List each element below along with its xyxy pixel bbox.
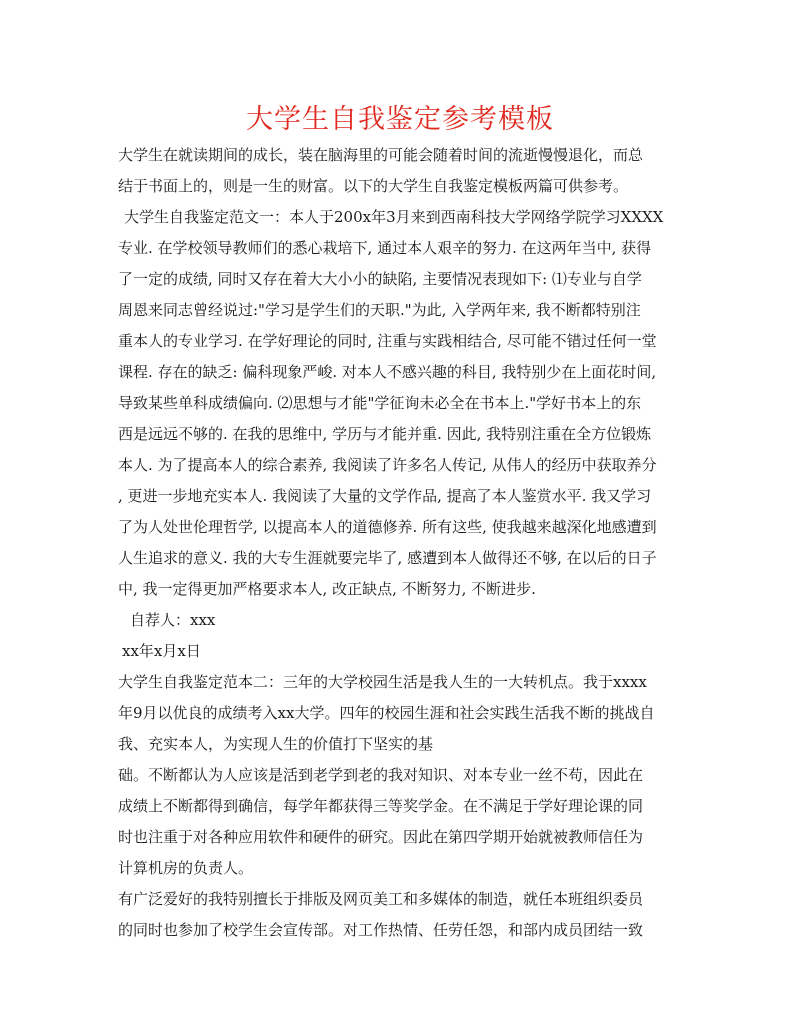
text-line: , 更进一步地充实本人. 我阅读了大量的文学作品, 提高了本人鉴赏水平. 我又学习 [118, 487, 652, 505]
text-line: 大学生自我鉴定范本二：三年的大学校园生活是我人生的一大转机点。我于xxxx [118, 673, 647, 691]
text-line: 大学生自我鉴定范文一：本人于200x年3月来到西南科技大学网络学院学习XXXX [124, 208, 664, 226]
text-line: 了为人处世伦理哲学, 以提高本人的道德修养. 所有这些, 使我越来越深化地感遭到 [118, 518, 657, 536]
signer-text: 自荐人：xxx [130, 611, 216, 629]
document-body [118, 140, 683, 946]
sample-two-paragraph [118, 667, 683, 884]
text-line: 础。不断都认为人应该是活到老学到老的我对知识、对本专业一丝不苟，因此在 [118, 766, 644, 784]
text-line: 本人. 为了提高本人的综合素养, 我阅读了许多名人传记, 从伟人的经历中获取养分 [118, 456, 657, 474]
text-line: 专业. 在学校领导教师们的悉心栽培下, 通过本人艰辛的努力. 在这两年当中, 获得 [118, 239, 652, 257]
signer-line [118, 605, 683, 636]
text-line: 中, 我一定得更加严格要求本人, 改正缺点, 不断努力, 不断进步. [118, 580, 536, 598]
text-line: 时也注重于对各种应用软件和硬件的研究。因此在第四学期开始就被教师信任为 [118, 828, 644, 846]
text-line: 周恩来同志曾经说过:"学习是学生们的天职."为此, 入学两年来, 我不断都特别注 [118, 301, 641, 319]
text-line: 西是远远不够的. 在我的思维中, 学历与才能并重. 因此, 我特别注重在全方位锻炼 [118, 425, 652, 443]
text-line: 我、充实本人，为实现人生的价值打下坚实的基 [118, 735, 434, 753]
intro-paragraph [118, 140, 683, 202]
date-line [118, 636, 683, 667]
text-line: 成绩上不断都得到确信，每学年都获得三等奖学金。在不满足于学好理论课的同 [118, 797, 644, 815]
sample-one-paragraph [118, 202, 683, 233]
sample-one-body [118, 233, 683, 605]
text-line: 课程. 存在的缺乏: 偏科现象严峻. 对本人不感兴趣的科目, 我特别少在上面花时间, [118, 363, 657, 381]
text-line: 导致某些单科成绩偏向. ⑵思想与才能"学征询未必全在书本上."学好书本上的东 [118, 394, 642, 412]
text-line: 计算机房的负责人。 [118, 859, 254, 877]
text-line: 结于书面上的，则是一生的财富。以下的大学生自我鉴定模板两篇可供参考。 [118, 177, 629, 195]
text-line: 的同时也参加了校学生会宣传部。对工作热情、任劳任怨，和部内成员团结一致 [118, 921, 644, 939]
date-text: xx年x月x日 [122, 642, 201, 660]
text-line: 大学生在就读期间的成长，装在脑海里的可能会随着时间的流逝慢慢退化，而总 [118, 146, 644, 164]
text-line: 人生追求的意义. 我的大专生涯就要完毕了, 感遭到本人做得还不够, 在以后的日子 [118, 549, 657, 567]
text-line: 年9月以优良的成绩考入xx大学。四年的校园生涯和社会实践生活我不断的挑战自 [118, 704, 655, 722]
text-line: 了一定的成绩, 同时又存在着大大小小的缺陷, 主要情况表现如下: ⑴专业与自学 [118, 270, 642, 288]
text-line: 有广泛爱好的我特别擅长于排版及网页美工和多媒体的制造，就任本班组织委员 [118, 890, 644, 908]
sample-two-continuation [118, 884, 683, 946]
text-line: 重本人的专业学习. 在学好理论的同时, 注重与实践相结合, 尽可能不错过任何一堂 [118, 332, 657, 350]
document-title: 大学生自我鉴定参考模板 [246, 104, 554, 135]
